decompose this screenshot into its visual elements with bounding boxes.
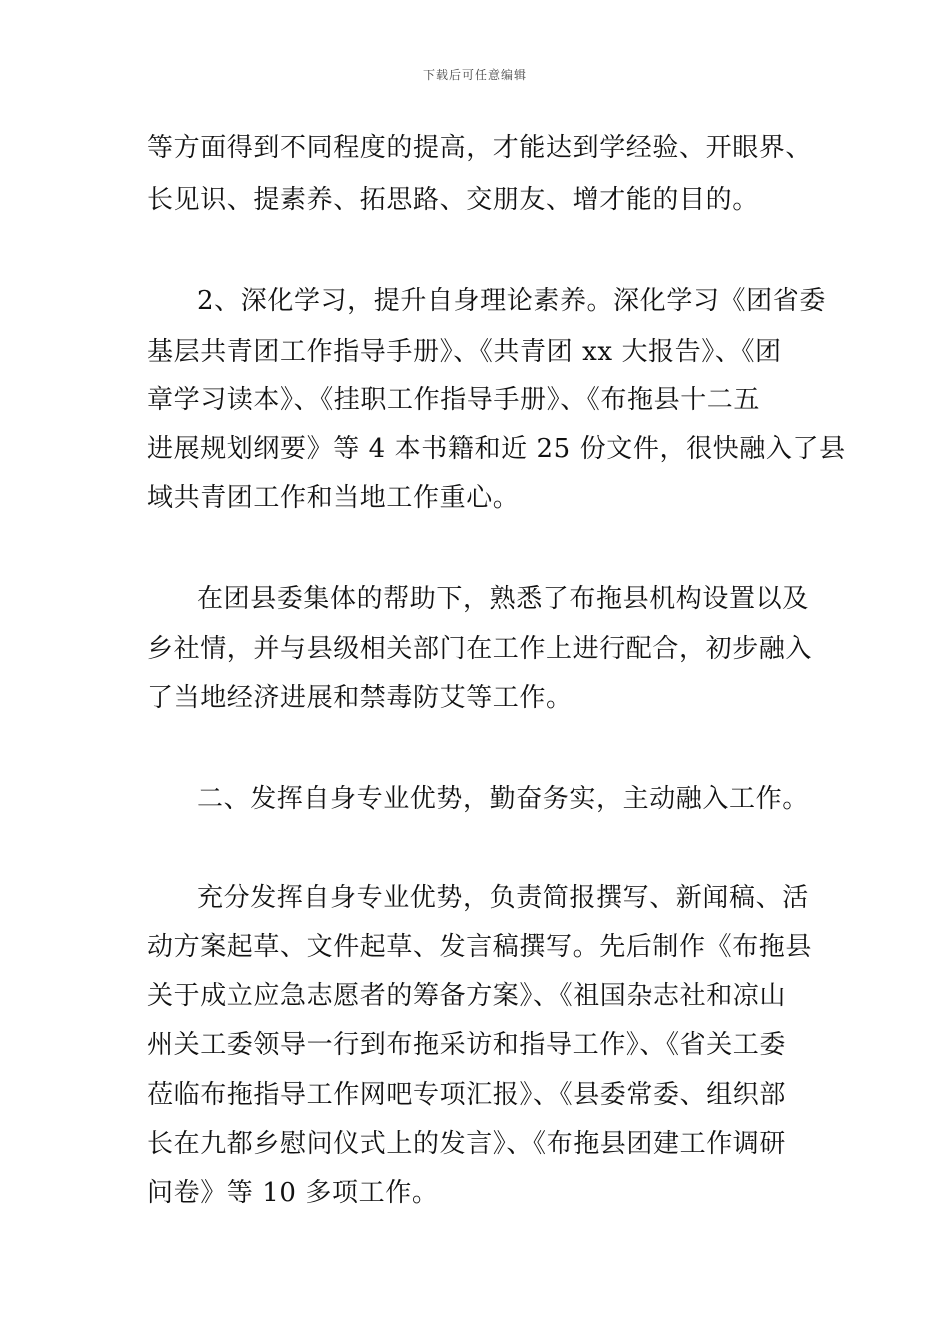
paragraph-5-line-3: 关于成立应急志愿者的筹备方案》、《祖国杂志社和凉山 bbox=[147, 981, 787, 1011]
paragraph-2-line-3: 章学习读本》、《挂职工作指导手册》、《布拖县十二五 bbox=[147, 385, 761, 415]
paragraph-2-line-2: 基层共青团工作指导手册》、《共青团 xx 大报告》、《团 bbox=[147, 337, 782, 367]
paragraph-5-line-6: 长在九都乡慰问仪式上的发言》、《布拖县团建工作调研 bbox=[147, 1129, 787, 1159]
section-heading: 二、发挥自身专业优势，勤奋务实，主动融入工作。 bbox=[197, 784, 809, 814]
paragraph-5-line-4: 州关工委领导一行到布拖采访和指导工作》、《省关工委 bbox=[147, 1030, 787, 1060]
paragraph-5-line-2: 动方案起草、文件起草、发言稿撰写。先后制作《布拖县 bbox=[147, 932, 813, 962]
paragraph-5-line-1: 充分发挥自身专业优势，负责简报撰写、新闻稿、活 bbox=[197, 883, 809, 913]
paragraph-5-line-5: 莅临布拖指导工作网吧专项汇报》、《县委常委、组织部 bbox=[147, 1080, 787, 1110]
paragraph-3-line-1: 在团县委集体的帮助下，熟悉了布拖县机构设置以及 bbox=[197, 584, 809, 614]
paragraph-3-line-2: 乡社情，并与县级相关部门在工作上进行配合，初步融入 bbox=[147, 634, 813, 664]
paragraph-3-line-3: 了当地经济进展和禁毒防艾等工作。 bbox=[147, 683, 573, 713]
paragraph-2-line-1: 2、深化学习，提升自身理论素养。深化学习《团省委 bbox=[197, 286, 826, 316]
paragraph-1-line-1: 等方面得到不同程度的提高，才能达到学经验、开眼界、 bbox=[147, 133, 813, 163]
paragraph-2-line-4: 进展规划纲要》等 4 本书籍和近 25 份文件，很快融入了县 bbox=[147, 434, 846, 464]
paragraph-1-line-2: 长见识、提素养、拓思路、交朋友、增才能的目的。 bbox=[147, 185, 759, 215]
header-note: 下载后可任意编辑 bbox=[422, 68, 527, 82]
paragraph-2-line-5: 域共青团工作和当地工作重心。 bbox=[147, 483, 520, 513]
paragraph-5-line-7: 问卷》等 10 多项工作。 bbox=[147, 1178, 439, 1208]
